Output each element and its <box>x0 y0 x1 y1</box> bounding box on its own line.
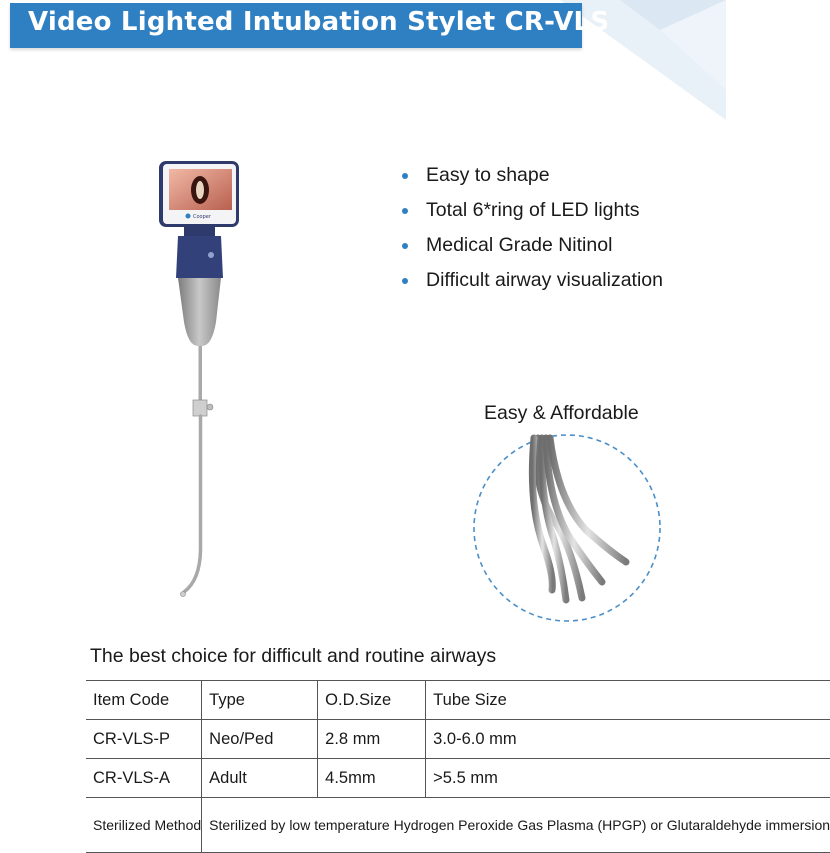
wire-bundle-image <box>462 430 672 630</box>
affordable-title: Easy & Affordable <box>484 402 639 424</box>
table-cell: CR-VLS-A <box>86 759 202 798</box>
feature-text: Total 6*ring of LED lights <box>426 199 640 221</box>
page-title: Video Lighted Intubation Stylet CR-VLS <box>28 7 610 37</box>
feature-item <box>400 263 663 298</box>
spec-table <box>86 680 830 853</box>
sterilize-row <box>86 798 830 853</box>
feature-text: Medical Grade Nitinol <box>426 234 613 256</box>
feature-item <box>400 193 663 228</box>
bullet-icon <box>402 243 408 249</box>
table-cell: 2.8 mm <box>318 720 426 759</box>
feature-item <box>400 158 663 193</box>
header-od-size: O.D.Size <box>318 681 426 720</box>
sterilize-label: Sterilized Method <box>86 798 202 853</box>
table-title: The best choice for difficult and routine airways <box>90 645 497 667</box>
device-image <box>140 150 280 610</box>
bullet-icon <box>402 278 408 284</box>
bullet-icon <box>402 173 408 179</box>
sterilize-text: Sterilized by low temperature Hydrogen Peroxide Gas Plasma (HPGP) or Glutaraldehyde immersion <box>202 798 830 853</box>
bullet-icon <box>402 208 408 214</box>
feature-item <box>400 228 663 263</box>
table-header-row <box>86 681 830 720</box>
feature-text: Easy to shape <box>426 164 550 186</box>
table-cell: CR-VLS-P <box>86 720 202 759</box>
title-banner <box>10 3 610 48</box>
header-type: Type <box>202 681 318 720</box>
header-tube-size: Tube Size <box>426 681 830 720</box>
table-cell: Adult <box>202 759 318 798</box>
table-cell: Neo/Ped <box>202 720 318 759</box>
header-item-code: Item Code <box>86 681 202 720</box>
svg-text:Cooper: Cooper <box>193 214 211 220</box>
feature-list <box>400 158 663 298</box>
table-row <box>86 759 830 798</box>
table-cell: >5.5 mm <box>426 759 830 798</box>
table-row <box>86 720 830 759</box>
table-cell: 3.0-6.0 mm <box>426 720 830 759</box>
feature-text: Difficult airway visualization <box>426 269 663 291</box>
table-cell: 4.5mm <box>318 759 426 798</box>
